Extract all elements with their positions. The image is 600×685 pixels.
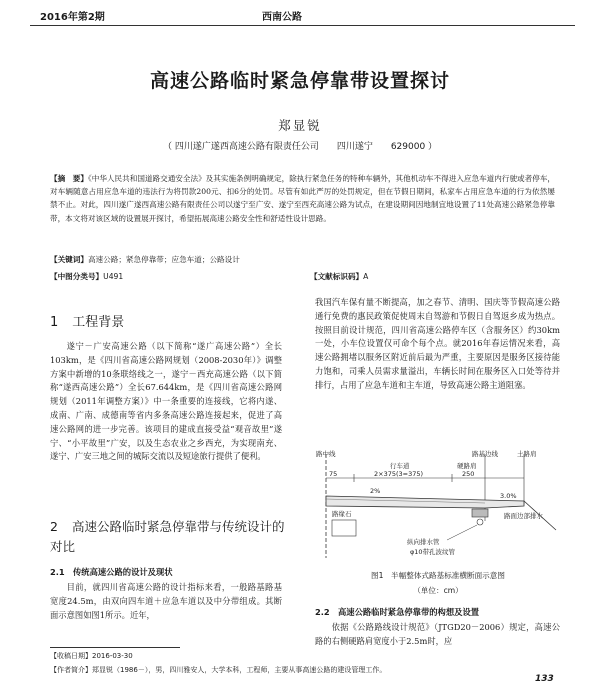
keywords-text: 高速公路；紧急停靠带；应急车道；公路设计: [87, 255, 240, 264]
footnote-rule: [50, 647, 180, 648]
label-lanes: 行车道: [390, 462, 410, 470]
subsection-2-2-body: 依据《公路路线设计规范》（JTGD20－2006）规定，高速公路的右侧硬路肩宽度小于2.5m时，应: [315, 622, 560, 646]
subsection-2-2-title: 2.2 高速公路临时紧急停靠带的构想及设置: [315, 607, 480, 617]
median-detail-box: [332, 520, 356, 536]
section-1-body: 遂宁－广安高速公路（以下简称“遂广高速公路”）全长103km，是《四川省高速公路网规划（2008-2030年）》调整方案中新增的10条联络线之一，遂宁－西充高速公路（以下简称“遂西高速公路”）全长67.644km，是《四川省高速公路网规划（2011年调整方案）》中一条重要的连接线，它将内遂、成南、广南、成德南等省内多条高速公路连接起来，促进了高速公路网的进一步完善。该项目的建成直接受益“观音故里”遂宁、“小平故里”广安，以及生态农业之乡西充，为实现南充、遂宁、广安三地之间的城际交流以及短途旅行提供了便利。: [50, 341, 282, 462]
pavement-structure: [326, 496, 524, 508]
label-slope-2pct: 2%: [370, 487, 381, 495]
doc-value: A: [363, 272, 369, 281]
document-code: [310, 271, 368, 282]
cross-section-figure: [312, 446, 564, 564]
subsection-2-1-title: 2.1 传统高速公路的设计及现状: [50, 567, 173, 577]
section-1-heading: [50, 311, 124, 330]
label-lane-dims: 2×375(3=375): [374, 470, 424, 478]
abstract: [50, 172, 555, 225]
section-1-title: 工程背景: [72, 315, 125, 330]
label-corrugated-pipe: φ10带孔波纹管: [410, 548, 456, 556]
label-subgrade-edge: 路基边线: [472, 450, 498, 458]
page-number: 133: [535, 674, 554, 684]
classification: [50, 271, 123, 282]
label-centerline: 路中线: [316, 450, 336, 458]
label-earth-shoulder: 土路肩: [517, 450, 537, 458]
subsection-2-1-body: 目前，就四川省高速公路的设计指标来看，一般路基路基宽度24.5m，由双向四车道＋应急车道以及中分带组成。其断面示意图如图1所示。近年，: [50, 582, 282, 620]
affiliation: （ 四川遂广遂西高速公路有限责任公司 四川遂宁 629000 ）: [162, 142, 438, 152]
section-2-number: 2: [50, 519, 58, 534]
drain-pipe: [477, 519, 483, 525]
footnote-received: 【收稿日期】2016-03-30: [50, 652, 133, 660]
clc-value: U491: [103, 272, 124, 281]
header-rule: [30, 25, 575, 26]
label-slope-3pct: 3.0%: [500, 492, 517, 500]
clc-label: 【中图分类号】: [50, 272, 104, 281]
article-title: 高速公路临时紧急停靠带设置探讨: [149, 70, 450, 92]
label-dim-75: 75: [329, 470, 338, 478]
journal-name: 西南公路: [262, 12, 302, 23]
keywords-label: 【关键词】: [50, 255, 88, 264]
footnote-author-bio: 【作者简介】郑显锐（1986－），男，四川雅安人，大学本科，工程师，主要从事高速公路的建设管理工作。: [50, 666, 387, 674]
right-column-body: 我国汽车保有量不断提高，加之春节、清明、国庆等节假高速公路通行免费的惠民政策促使周末自驾游和节假日自驾返乡成为热点。按照目前设计规范，四川省高速公路停车区（含服务区）约30km一处，小车位设置仅可命个每个点。就2016年春运情况来看，高速公路拥堵以服务区附近前后最为严重，主要原因是服务区接待能力饱和，司乘人员需求量溢出，车辆长时间在服务区入口处等待并排行，占用了应急车道和主车道，导致高速公路主道阻塞。: [315, 297, 560, 390]
issue-label: 2016年第2期: [40, 12, 105, 23]
author-name: 郑显锐: [278, 118, 322, 133]
edge-drain-block: [472, 509, 488, 517]
label-dim-250: 250: [462, 470, 475, 478]
label-hard-shoulder: 硬路肩: [457, 462, 477, 470]
label-edge-drainage: 路面边部排水: [504, 512, 543, 520]
section-2-title: 高速公路临时紧急停靠带与传统设计的对比: [50, 519, 285, 554]
keywords: [50, 254, 555, 265]
abstract-text: 《中华人民共和国道路交通安全法》及其实施条例明确规定，除执行紧急任务的特种车辆外，其他机动车不得进入应急车道内行驶或者停车，对车辆随意占用应急车道的违法行为将罚款200元、扣6分的处罚。尽管有如此严厉的处罚规定，但在节假日期间，私家车占用应急车道的行为依然屡禁不止。对此，四川遂广遂西高速公路有限责任公司以遂宁至广安、遂宁至西充高速公路为试点，在建设期间因地制宜地设置了11处高速公路紧急停靠带，本文将对该区域的设置展开探讨，希望拓展高速公路安全性和舒适性设计思路。: [50, 174, 556, 223]
abstract-label: 【摘 要】: [50, 174, 88, 183]
figure-caption: 图1 半幅整体式路基标准横断面示意图: [371, 571, 505, 580]
doc-label: 【文献标识码】: [310, 272, 364, 281]
section-1-number: 1: [50, 315, 59, 330]
label-longitudinal-pipe: 纵向排水管: [407, 538, 440, 546]
figure-unit: （单位：cm）: [413, 586, 463, 595]
section-2-heading: [50, 517, 290, 557]
label-curb: 路缘石: [332, 510, 352, 518]
pipe-leader-line: [447, 525, 477, 540]
